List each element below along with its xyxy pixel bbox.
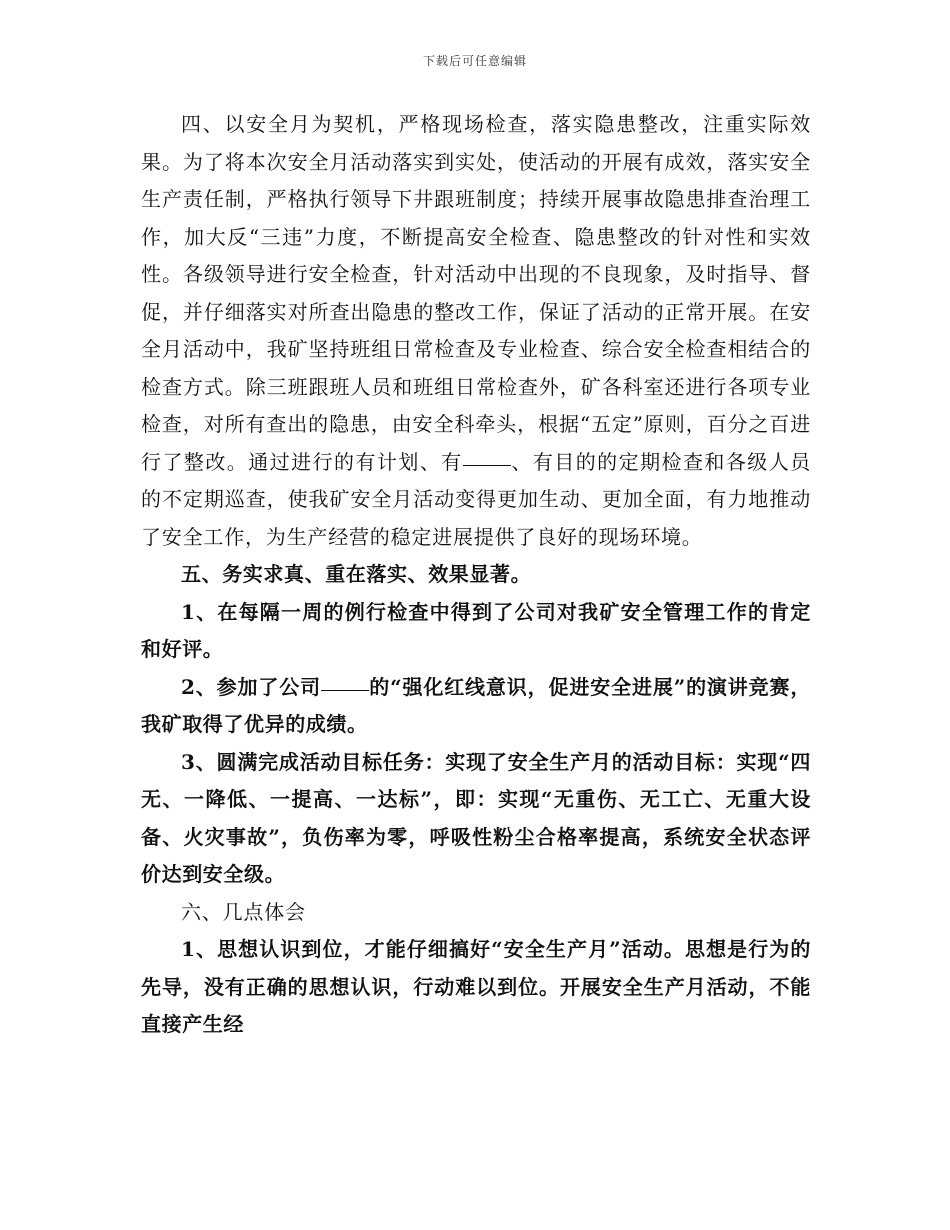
section5-item-2-part1: 2、参加了公司 bbox=[181, 674, 321, 699]
section4-paragraph bbox=[141, 106, 811, 556]
blank-underline bbox=[321, 690, 369, 691]
section5-item-2 bbox=[141, 669, 811, 744]
section5-heading: 五、务实求真、重在落实、效果显著。 bbox=[181, 562, 532, 586]
section4-text-part1: 四、以安全月为契机，严格现场检查，落实隐患整改，注重实际效果。为了将本次安全月活动落实到实处，使活动的开展有成效，落实安全生产责任制，严格执行领导下井跟班制度；持续开展事故隐患排查治理工作，加大反“三违”力度，不断提高安全检查、隐患整改的针对性和实效性。各级领导进行安全检查，针对活动中出现的不良现象，及时指导、督促，并仔细落实对所查出隐患的整改工作，保证了活动的正常开展。在安全月活动中，我矿坚持班组日常检查及专业检查、综合安全检查相结合的检查方式。除三班跟班人员和班组日常检查外，矿各科室还进行各项专业检查，对所有查出的隐患，由安全科牵头，根据“五定”原则，百分之百进行了整改。通过进行的有计划、有 bbox=[141, 112, 811, 474]
section6-item-1: 1、思想认识到位，才能仔细搞好“安全生产月”活动。思想是行为的先导，没有正确的思想认识，行动难以到位。开展安全生产月活动，不能直接产生经 bbox=[141, 937, 811, 1036]
section6-heading: 六、几点体会 bbox=[181, 899, 306, 924]
document-body bbox=[141, 106, 811, 1044]
section5-item-2-part2: 的“强化红线意识，促进安全进展”的演讲竞赛，我矿取得了优异的成绩。 bbox=[141, 674, 811, 736]
blank-underline bbox=[463, 465, 511, 466]
page-header: 下载后可任意编辑 bbox=[422, 54, 527, 68]
section5-item-1: 1、在每隔一周的例行检查中得到了公司对我矿安全管理工作的肯定和好评。 bbox=[141, 599, 811, 661]
section5-item-3: 3、圆满完成活动目标任务：实现了安全生产月的活动目标：实现“四无、一降低、一提高、一达标”，即：实现“无重伤、无工亡、无重大设备、火灾事故”，负伤率为零，呼吸性粉尘合格率提高，系统安全状态评价达到安全级。 bbox=[141, 749, 811, 886]
section4-text-part2: 、有目的的定期检查和各级人员的不定期巡查，使我矿安全月活动变得更加生动、更加全面，有力地推动了安全工作，为生产经营的稳定进展提供了良好的现场环境。 bbox=[141, 449, 812, 549]
